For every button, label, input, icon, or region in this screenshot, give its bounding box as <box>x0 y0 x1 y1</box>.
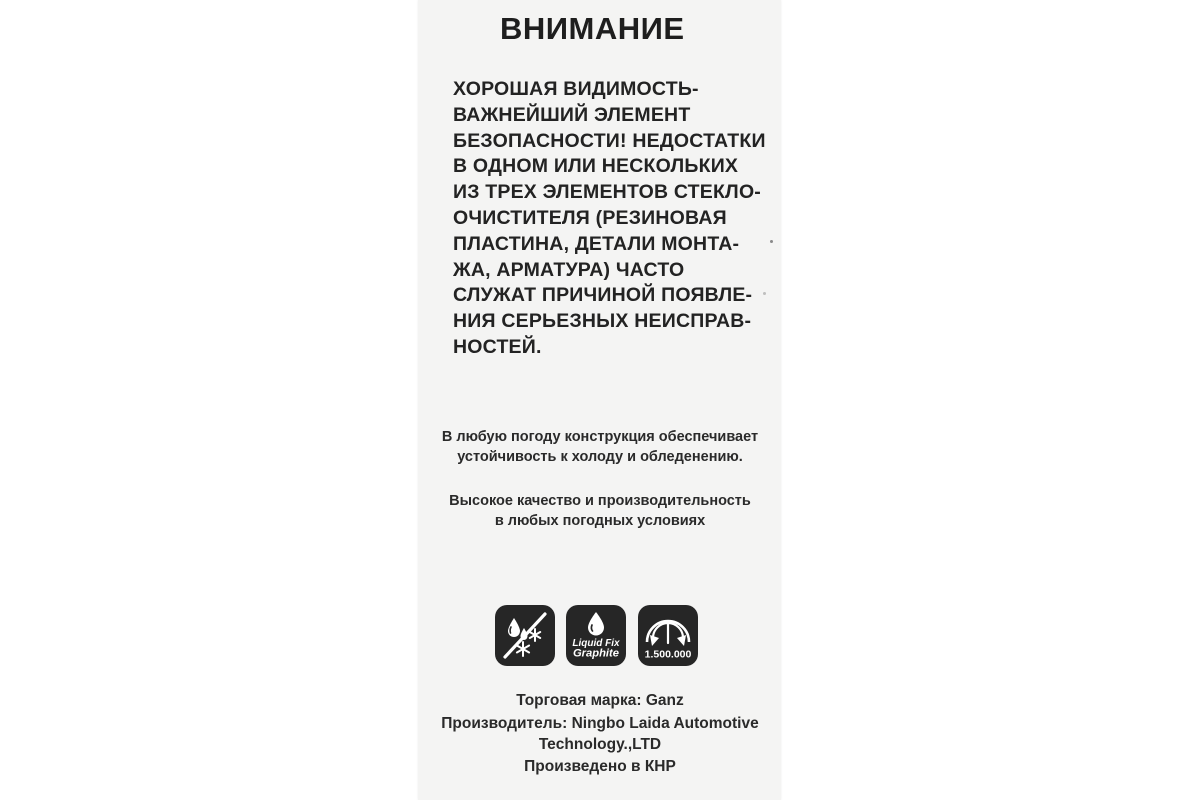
liquid-fix-graphite-icon <box>566 605 626 666</box>
badge-line2-text: Graphite <box>572 647 620 660</box>
warning-line: В ОДНОМ ИЛИ НЕСКОЛЬКИХ <box>453 155 739 178</box>
manufacturer-text-continued: Technology.,LTD <box>538 736 662 753</box>
origin-text: Произведено в КНР <box>524 758 676 775</box>
manufacturer-text: Производитель: Ningbo Laida Automotive <box>441 715 759 732</box>
warning-line: ЖА, АРМАТУРА) ЧАСТО <box>453 258 685 281</box>
quality-note <box>419 491 781 531</box>
note-line: Высокое качество и производительность <box>449 493 751 509</box>
note-line: в любых погодных условиях <box>494 513 706 529</box>
warning-line: БЕЗОПАСНОСТИ! НЕДОСТАТКИ <box>453 129 766 152</box>
note-line: В любую погоду конструкция обеспечивает <box>441 429 759 445</box>
speck <box>770 240 773 243</box>
weather-note <box>419 427 781 467</box>
warning-line: ОЧИСТИТЕЛЯ (РЕЗИНОВАЯ <box>453 206 727 229</box>
badge-line1-text: Liquid Fix <box>572 638 620 649</box>
warning-line: ВАЖНЕЙШИЙ ЭЛЕМЕНТ <box>453 103 691 126</box>
warning-line: НОСТЕЙ. <box>453 335 542 358</box>
brand-text: Торговая марка: Ganz <box>516 692 684 709</box>
warning-text <box>453 77 773 361</box>
badge-value-text: 1.500.000 <box>644 648 692 661</box>
rain-snow-icon <box>495 605 555 666</box>
warning-line: ХОРОШАЯ ВИДИМОСТЬ- <box>453 78 699 100</box>
warning-heading: ВНИМАНИЕ <box>500 11 685 46</box>
wiper-cycles-icon <box>638 605 698 666</box>
warning-line: ИЗ ТРЕХ ЭЛЕМЕНТОВ СТЕКЛО- <box>453 181 762 204</box>
note-line: устойчивость к холоду и обледенению. <box>457 449 743 465</box>
warning-line: СЛУЖАТ ПРИЧИНОЙ ПОЯВЛЕ- <box>453 284 753 307</box>
speck <box>763 292 766 295</box>
warning-line: ПЛАСТИНА, ДЕТАЛИ МОНТА- <box>453 232 740 255</box>
warning-line: НИЯ СЕРЬЕЗНЫХ НЕИСПРАВ- <box>453 310 752 333</box>
